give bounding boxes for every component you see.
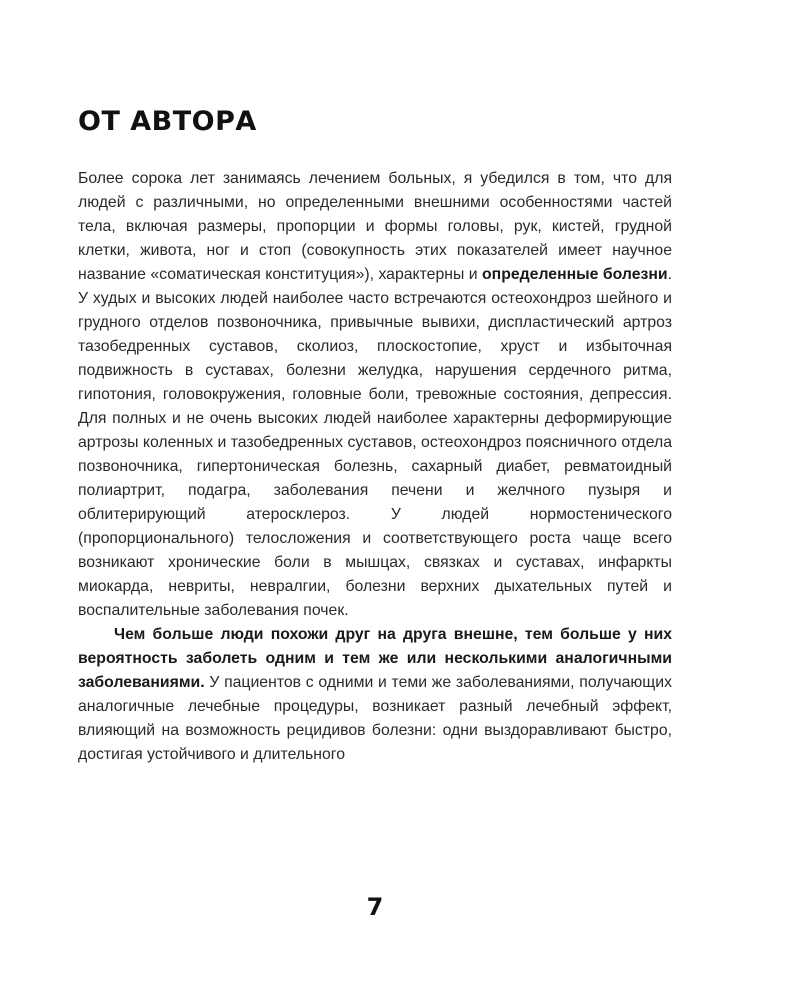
paragraph-1-text-start: Более сорока лет занимаясь лечением больных, я убедился в том, что для людей с различными, но определенными внешними особенностями частей тела, включая размеры, пропорции и формы головы, рук, кистей, грудной клетки, живота, ног и стоп (совокупность этих показателей имеет научное название «соматическая конституция»), характерны и — [78, 170, 672, 283]
paragraph-1-text-end: . У худых и высоких людей наиболее часто встречаются остеохондроз шейного и грудного отделов позвоночника, привычные вывихи, диспластический артроз тазобедренных суставов, сколиоз, плоскостопие, хруст и избыточная подвижность в суставах, болезни желудка, нарушения сердечного ритма, гипотония, головокружения, головные боли, тревожные состояния, депрессия. Для полных и не очень высоких людей наиболее характерны деформирующие артрозы коленных и тазобедренных суставов, остеохондроз поясничного отдела позвоночника, гипертоническая болезнь, сахарный диабет, ревматоидный полиартрит, подагра, заболевания печени и желчного пузыря и облитерирующий атеросклероз. У людей нормостенического (пропорционального) телосложения и соответствующего роста чаще всего возникают хронические боли в мышцах, связках и суставах, инфаркты миокарда, невриты, невралгии, болезни верхних дыхательных путей и воспалительные заболевания почек. — [78, 266, 672, 619]
page-title: ОТ АВТОРА — [78, 106, 257, 137]
paragraph-1-emphasis: определенные болезни — [482, 266, 668, 283]
paragraph-2 — [78, 623, 672, 767]
page-number: 7 — [366, 893, 384, 921]
body-text — [78, 167, 672, 767]
paragraph-2-emphasis: Чем больше люди похожи друг на друга внешне, тем больше у них вероятность заболеть одним и тем же или несколькими аналогичными заболеваниями. — [78, 626, 672, 691]
paragraph-1 — [78, 167, 672, 623]
paragraph-2-text: У пациентов с одними и теми же заболеваниями, получающих аналогичные лечебные процедуры, возникает разный лечебный эффект, влияющий на возможность рецидивов болезни: одни выздоравливают быстро, достигая устойчивого и длительного — [78, 674, 672, 763]
